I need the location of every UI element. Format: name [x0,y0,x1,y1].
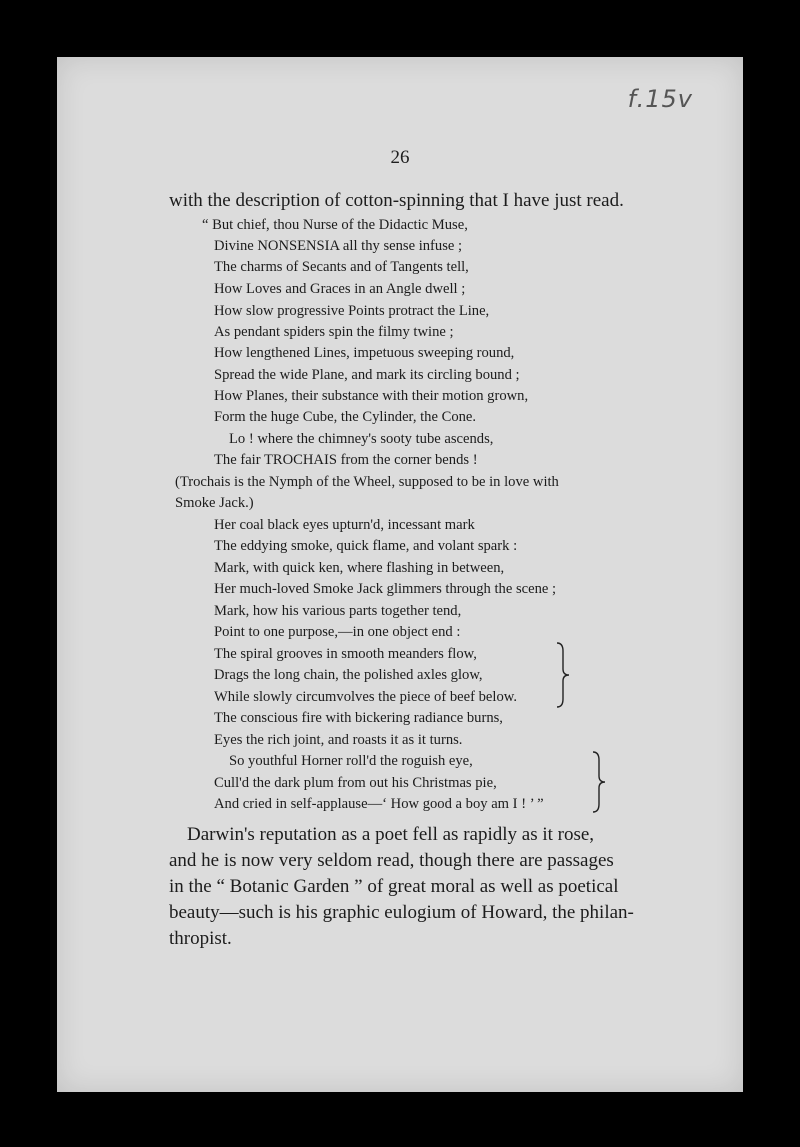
verse-line: Mark, how his various parts together tend, [214,603,462,619]
verse-line: How slow progressive Points protract the Line, [214,303,490,319]
note-line: (Trochais is the Nymph of the Wheel, supposed to be in love with [175,474,559,490]
text-line: beauty—such is his graphic eulogium of Howard, the philan- [169,902,634,923]
verse-line: The charms of Secants and of Tangents tell, [214,259,469,275]
verse-line: Drags the long chain, the polished axles glow, [214,667,483,683]
verse-line: So youthful Horner roll'd the roguish eye, [229,753,473,769]
verse-line: “ But chief, thou Nurse of the Didactic Muse, [202,217,468,233]
verse-line: As pendant spiders spin the filmy twine ; [214,324,454,340]
text-line: Darwin's reputation as a poet fell as rapidly as it rose, [187,824,595,845]
verse-line: Her coal black eyes upturn'd, incessant mark [214,517,475,533]
verse-line: Her much-loved Smoke Jack glimmers through the scene ; [214,581,557,597]
verse-line: Point to one purpose,—in one object end : [214,624,461,640]
text-line: and he is now very seldom read, though there are passages [169,850,614,871]
triplet-brace [555,641,571,709]
text-line: in the “ Botanic Garden ” of great moral as well as poetical [169,876,619,897]
verse-line: Form the huge Cube, the Cylinder, the Cone. [214,409,477,425]
verse-line: How Planes, their substance with their motion grown, [214,388,529,404]
text-line: thropist. [169,928,232,949]
folio-annotation: f.15v [627,85,693,113]
verse-line: The conscious fire with bickering radiance burns, [214,710,503,726]
verse-line: While slowly circumvolves the piece of beef below. [214,689,517,705]
verse-line: Eyes the rich joint, and roasts it as it turns. [214,732,463,748]
verse-line: Spread the wide Plane, and mark its circling bound ; [214,367,520,383]
note-line: Smoke Jack.) [175,495,254,511]
verse-line: How lengthened Lines, impetuous sweeping round, [214,345,515,361]
verse-line: And cried in self-applause—‘ How good a boy am I ! ’ ” [214,796,544,812]
document-page [57,57,743,1092]
verse-line: The fair TROCHAIS from the corner bends ! [214,452,478,468]
verse-line: The eddying smoke, quick flame, and volant spark : [214,538,518,554]
verse-line: Cull'd the dark plum from out his Christmas pie, [214,775,497,791]
triplet-brace [591,750,607,814]
page-number: 26 [390,147,410,168]
text-line: with the description of cotton-spinning that I have just read. [169,190,624,211]
verse-line: Lo ! where the chimney's sooty tube ascends, [229,431,494,447]
verse-line: The spiral grooves in smooth meanders flow, [214,646,477,662]
verse-line: How Loves and Graces in an Angle dwell ; [214,281,466,297]
verse-line: Mark, with quick ken, where flashing in between, [214,560,505,576]
verse-line: Divine NONSENSIA all thy sense infuse ; [214,238,463,254]
